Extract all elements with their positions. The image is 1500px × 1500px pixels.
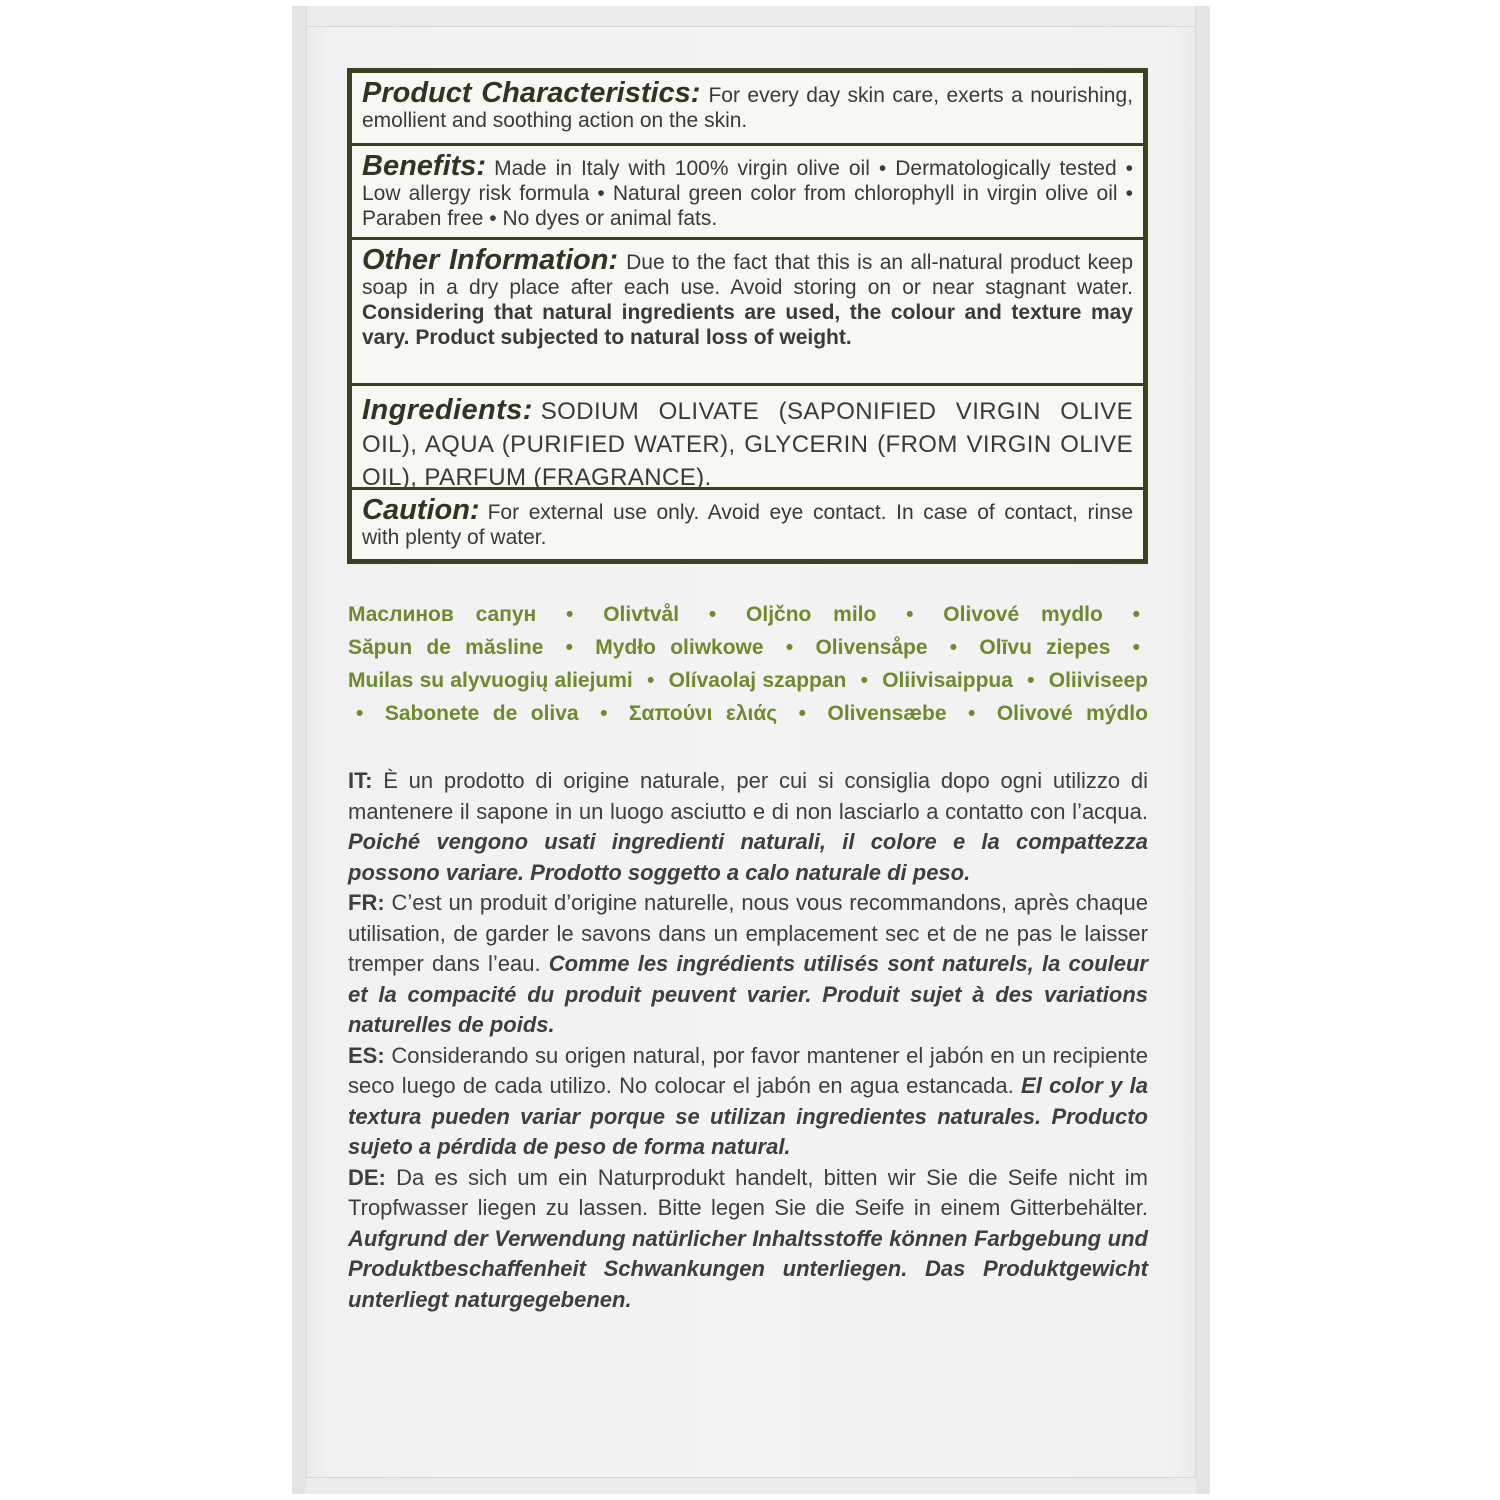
bullet-separator: •: [356, 702, 364, 725]
language-code: IT:: [348, 768, 373, 793]
bullet-separator: •: [647, 669, 655, 692]
benefits-label: Benefits:: [362, 150, 487, 182]
language-note-emphasis: El color y la textura pueden variar porque se utilizan ingredientes naturales. Producto sujeto a pérdida de peso de forma natural.: [348, 1073, 1148, 1159]
translation-item: Oljčno milo: [746, 603, 877, 626]
translation-item: Olīvu ziepes: [979, 636, 1111, 659]
translation-item: Маслинов сапун: [348, 603, 537, 626]
language-note-emphasis: Comme les ingrédients utilisés sont naturels, la couleur et la compacité du produit peuvent varier. Produit sujet à des variations naturelles de poids.: [348, 951, 1148, 1037]
ingredients-text: SODIUM OLIVATE (SAPONIFIED VIRGIN OLIVE OIL), AQUA (PURIFIED WATER), GLYCERIN (FROM VIRGIN OLIVE OIL), PARFUM (FRAGRANCE).: [362, 398, 1133, 491]
language-code: FR:: [348, 890, 385, 915]
benefits-text: Made in Italy with 100% virgin olive oil • Dermatologically tested • Low allergy risk formula • Natural green color from chlorophyll in virgin olive oil • Paraben free • No dyes or animal fats.: [362, 157, 1133, 230]
other-information-row: [352, 237, 1143, 383]
bullet-separator: •: [1132, 603, 1140, 626]
bullet-separator: •: [968, 702, 976, 725]
language-note: [348, 1041, 1148, 1163]
translation-item: Oliivisaippua: [882, 669, 1013, 692]
caution-label: Caution:: [362, 494, 480, 526]
translation-item: Olivensåpe: [815, 636, 928, 659]
translation-item: Olivensæbe: [827, 702, 947, 725]
bullet-separator: •: [785, 636, 794, 659]
translation-item: Oliiviseep: [1048, 669, 1148, 692]
language-note-text: Considerando su origen natural, por favor mantener el jabón en un recipiente seco luego de cada utilizo. No colocar el jabón en agua estancada.: [348, 1042, 1148, 1098]
characteristics-label: Product Characteristics:: [362, 77, 701, 109]
characteristics-text: For every day skin care, exerts a nourishing, emollient and soothing action on the skin.: [362, 84, 1133, 132]
bullet-separator: •: [708, 603, 717, 626]
language-code: ES:: [348, 1042, 385, 1068]
translation-item: Olivové mydlo: [943, 603, 1103, 626]
translation-item: Σαπούνι ελιάς: [628, 702, 778, 725]
multilingual-notes: [348, 766, 1148, 1315]
language-code: DE:: [348, 1164, 386, 1190]
caution-text: For external use only. Avoid eye contact. In case of contact, rinse with plenty of water.: [362, 501, 1133, 549]
language-note: [348, 1163, 1148, 1316]
language-note-emphasis: Poiché vengono usati ingredienti naturali, il colore e la compattezza possono variare. Prodotto soggetto a calo naturale di peso.: [348, 829, 1148, 885]
bullet-separator: •: [1132, 636, 1141, 659]
bullet-separator: •: [906, 603, 914, 626]
bullet-separator: •: [798, 702, 807, 725]
translation-item: Olivové mýdlo: [996, 702, 1148, 725]
translation-item: Mydło oliwkowe: [595, 636, 764, 659]
bullet-separator: •: [860, 669, 868, 692]
characteristics-row: [352, 73, 1143, 143]
translation-item: Săpun de măsline: [348, 636, 544, 659]
benefits-row: [352, 143, 1143, 237]
bullet-separator: •: [566, 603, 574, 626]
translations-list: [348, 598, 1148, 730]
language-note-text: È un prodotto di origine naturale, per cui si consiglia dopo ogni utilizzo di mantenere il sapone in un luogo asciutto e di non lasciarlo a contatto con l’acqua.: [348, 768, 1148, 824]
box-right-edge: [1195, 6, 1210, 1494]
other-information-label: Other Information:: [362, 244, 619, 276]
bullet-separator: •: [1027, 669, 1035, 692]
box-bottom-flap: [306, 1477, 1196, 1494]
ingredients-row: [352, 383, 1143, 491]
translation-item: Muilas su alyvuogių aliejumi: [348, 669, 633, 692]
bullet-separator: •: [600, 702, 608, 725]
translation-item: Olivtvål: [603, 603, 680, 626]
language-note-text: Da es sich um ein Naturprodukt handelt, bitten wir Sie die Seife nicht im Tropfwasser liegen zu lassen. Bitte legen Sie die Seife in einem Gitterbehälter.: [348, 1164, 1148, 1220]
language-note: [348, 766, 1148, 888]
bullet-separator: •: [949, 636, 958, 659]
box-top-flap: [306, 6, 1196, 27]
translation-item: Sabonete de oliva: [384, 702, 579, 725]
language-note-text: C’est un produit d’origine naturelle, nous vous recommandons, après chaque utilisation, de garder le savons dans un emplacement sec et de ne pas le laisser tremper dans l’eau.: [348, 890, 1148, 976]
other-information-text: Due to the fact that this is an all-natural product keep soap in a dry place after each use. Avoid storing on or near stagnant water.: [362, 251, 1133, 299]
translation-item: Olívaolaj szappan: [668, 669, 847, 692]
caution-row: [352, 487, 1143, 559]
other-information-bold-text: Considering that natural ingredients are used, the colour and texture may vary. Product subjected to natural loss of weight.: [362, 301, 1133, 349]
ingredients-label: Ingredients:: [362, 394, 533, 426]
language-note-emphasis: Aufgrund der Verwendung natürlicher Inhaltsstoffe können Farbgebung und Produktbeschaffenheit Schwankungen unterliegen. Das Produktgewicht unterliegt naturgegebenen.: [348, 1225, 1148, 1312]
language-note: [348, 888, 1148, 1041]
product-info-table: [347, 68, 1148, 564]
bullet-separator: •: [565, 636, 574, 659]
box-left-edge: [292, 6, 307, 1494]
